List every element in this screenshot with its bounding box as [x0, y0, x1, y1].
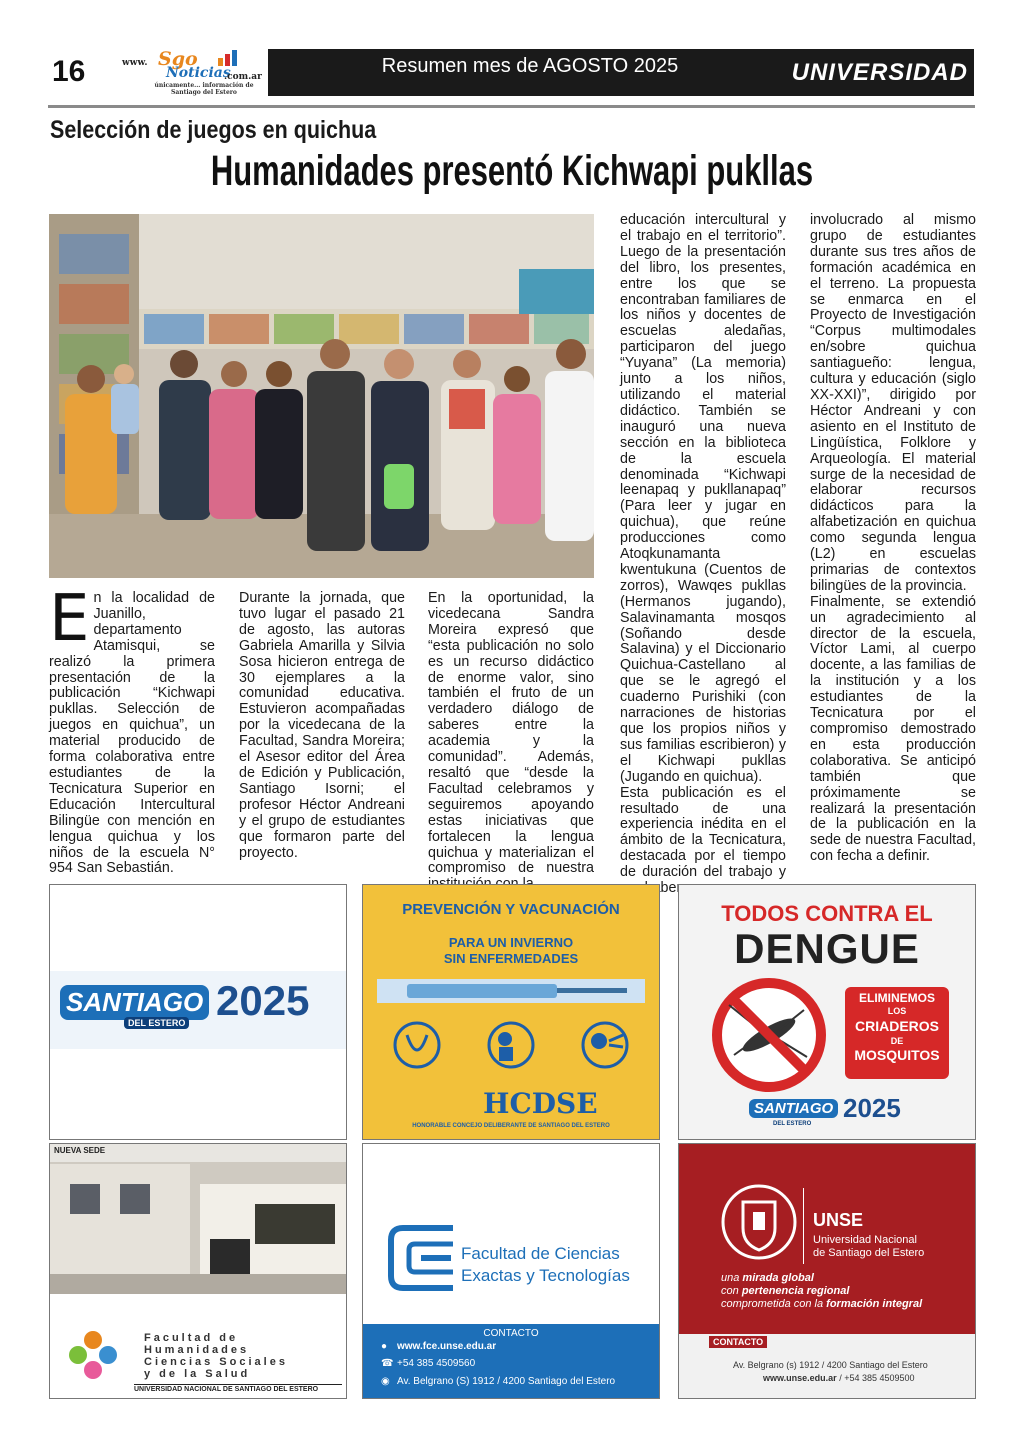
dengue-line-1: TODOS CONTRA EL: [721, 901, 933, 926]
santiago-year: 2025: [216, 977, 310, 1024]
unse-slogan-1a: una: [721, 1272, 740, 1284]
column-3-text: En la oportunidad, la vicedecana Sandra Moreira expresó que “esta publicación no solo es un recurso didáctico de enorme valor, sino también el fruto de un verdadero diálogo de saberes entre la academia y la comunidad”. Además, resaltó que “desde la Facultad celebramos y seguiremos apoyando estas iniciativas que fortalecen la lengua quichua y materializan el compromiso de nuestra: [428, 590, 594, 877]
section-title: UNIVERSIDAD: [791, 59, 968, 86]
article-kicker: Selección de juegos en quichua: [50, 116, 377, 144]
column-5-text-b: Finalmente, se extendió un agradecimiento al director de la escuela, Víctor Lami, al cuerpo docente, a las familias de la institución y a los estudiantes de la Tecnicatura por el compromiso demostrado en esta producción colaborativa. Se anticipó también que próximamente se realizará la presentación de la publicación en la sede de nuestra Facultad, con fecha a definir.: [810, 593, 976, 865]
group-photo-illustration: [49, 214, 594, 578]
unse-slogan-3b: formación integral: [826, 1298, 923, 1310]
dengue-year: 2025: [843, 1093, 901, 1123]
santiago-word: SANTIAGO: [60, 985, 209, 1020]
ad-facultad-humanidades[interactable]: [49, 1143, 347, 1399]
humanidades-line-3: Ciencias Sociales: [144, 1356, 288, 1368]
unse-slogan-2a: con: [721, 1285, 739, 1297]
syringe-and-health-icons: [377, 975, 645, 1075]
column-5-text: involucrado al mismo grupo de estudiantes durante sus tres años de formación académica en el terreno. La propuesta se enmarca en el Proyecto de Investigación “Corpus multimodales en/sobre quichua santiagueño: lengua, cultura y educación (siglo XX-XXI)”, dirigido por Héctor Andreani y con asiento en el Instituto de Lingüística, Folklore y Arqueología. El material surge de la necesidad de elaborar recursos didácticos para la alfabetización en quichua como segunda lengua (L2) en escuelas primarias de contextos bilingües de la provincia.: [810, 212, 976, 594]
unse-address: Av. Belgrano (s) 1912 / 4200 Santiago del Estero: [733, 1360, 928, 1370]
logo-brand-bottom: Noticias: [166, 65, 231, 81]
fce-line-2: Exactas y Tecnologías: [461, 1266, 630, 1285]
vacunacion-subtitle-2: SIN ENFERMEDADES: [443, 951, 579, 966]
ad-prevencion-vacunacion[interactable]: [362, 884, 660, 1140]
unse-slogan-1b: mirada global: [742, 1272, 814, 1284]
unse-contact-label: CONTACTO: [709, 1336, 767, 1348]
fce-contact-label: CONTACTO: [483, 1328, 539, 1339]
column-2-text: Durante la jornada, que tuvo lugar el pasado 21 de agosto, las autoras Gabriela Amarilla y Silvia Sosa hicieron entrega de 30 ejemplares a la comunidad educativa. Estuvieron acompañadas por la vicedecana de la Facultad, Sandra Moreira; el Asesor editor del Área de Edición y Publicación, Santiago Isorni; el profesor Héctor Andreani y el grupo de estudiantes que formaron parte del proyecto.: [239, 590, 405, 861]
unse-divider: [803, 1188, 804, 1264]
sgo-noticias-logo[interactable]: [118, 48, 266, 96]
humanidades-logo-icon: [66, 1328, 120, 1382]
fce-phone-icon: ☎: [381, 1358, 394, 1369]
article-headline: Humanidades presentó Kichwapi pukllas: [210, 147, 814, 195]
hcdse-logo: HCDSE: [483, 1087, 598, 1120]
page-number: 16: [52, 55, 86, 88]
santiago-subtitle: DEL ESTERO: [124, 1017, 189, 1029]
unse-footer: UNIVERSIDAD NACIONAL DE SANTIAGO DEL ESTERO: [134, 1384, 342, 1393]
building-illustration: [50, 1144, 346, 1294]
humanidades-line-1: Facultad de: [144, 1332, 239, 1344]
fce-logo-icon: [383, 1220, 463, 1296]
unse-name-1: Universidad Nacional: [813, 1234, 917, 1246]
dengue-badge-1: ELIMINEMOS: [858, 991, 935, 1005]
logo-domain: .com.ar: [224, 72, 262, 82]
humanidades-line-2: Humanidades: [144, 1344, 250, 1356]
ad-santiago-2025[interactable]: [49, 884, 347, 1140]
logo-brand-top: Sgo: [158, 48, 198, 70]
article-column-4: [620, 213, 786, 897]
column-1-text: n la localidad de Juanillo, departamento Atamisqui, se realizó la primera presentación de la publicación “Kichwapi pukllas. Selección de juegos en quichua”, un material producido de forma colaborativa entre estudiantes de la Tecnicatura Superior en Educación Intercultural Bilingüe con mención en lengua quichua y los niños de la escuela N° 954 San Sebastián.: [49, 590, 215, 877]
column-4-text-b: Esta publicación es el resultado de una experiencia inédita en el ámbito de la Tecnicatura, destacada por el tiempo de duración del trabajo y haber: [620, 784, 786, 897]
dengue-brand-sub: DEL ESTERO: [773, 1121, 812, 1127]
logo-tagline: únicamente... información de Santiago del Estero: [154, 82, 254, 96]
dengue-badge-2: LOS: [887, 1006, 907, 1016]
ad-fce[interactable]: [362, 1143, 660, 1399]
ad-unse[interactable]: [678, 1143, 976, 1399]
dengue-badge-5: MOSQUITOS: [854, 1047, 940, 1063]
fce-line-1: Facultad de Ciencias: [461, 1244, 620, 1263]
fce-address: Av. Belgrano (S) 1912 / 4200 Santiago del Estero: [397, 1376, 616, 1387]
fce-location-icon: ◉: [381, 1376, 390, 1387]
article-column-5: [810, 213, 976, 865]
fce-phone: +54 385 4509560: [397, 1358, 476, 1369]
unse-slogan-3a: comprometida con la: [721, 1298, 824, 1310]
article-photo: [49, 214, 594, 578]
vacunacion-subtitle-1: PARA UN INVIERNO: [448, 935, 574, 950]
article-column-2: [239, 591, 405, 861]
vacunacion-title: PREVENCIÓN Y VACUNACIÓN: [402, 901, 620, 918]
nueva-sede-tag: NUEVA SEDE: [54, 1146, 106, 1155]
ad-dengue[interactable]: [678, 884, 976, 1140]
article-column-1: [49, 582, 215, 877]
unse-shield-icon: [719, 1180, 799, 1264]
humanidades-line-4: y de la Salud: [144, 1368, 251, 1380]
unse-short: UNSE: [813, 1210, 864, 1230]
header-divider: [48, 105, 975, 108]
fce-web[interactable]: www.fce.unse.edu.ar: [397, 1341, 497, 1352]
dengue-badge-3: CRIADEROS: [854, 1018, 939, 1034]
unse-slogan-2b: pertenencia regional: [741, 1285, 850, 1297]
issue-month: Resumen mes de AGOSTO 2025: [381, 55, 679, 77]
dengue-badge-4: DE: [890, 1036, 904, 1046]
crossed-mosquito-icon: [709, 975, 829, 1095]
logo-signal-icon: [218, 50, 242, 66]
fce-web-icon: ●: [381, 1341, 388, 1352]
drop-cap: E: [49, 582, 90, 656]
dengue-line-2: DENGUE: [734, 925, 920, 972]
logo-www: www.: [122, 58, 148, 68]
unse-phone: / +54 385 4509500: [839, 1373, 915, 1383]
article-column-3: [428, 591, 594, 893]
column-4-text: educación intercultural y el trabajo en el territorio”. Luego de la presentación del libro, los presentes, entre los que se encontraban familiares de los niños y docentes de escuelas aledañas, participaron del juego “Yuyana” (La memoria) junto a los niños, utilizando el material didáctico. También se inauguró una nueva sección en la biblioteca de la escuela denominada “Kichwapi leenapaq y pukllanapaq” (Para leer y jugar en quichua), que reúne producciones como Atoqkunamanta kwentukuna (Cuentos de zorros), Wawqes pukllas (Hermanos jugando), Salavinamanta mosqos (Soñando desde Salavina) y el Diccionario Quichua-Castellano al que se le agregó el cuaderno Purishiki (con narraciones de historias que los propios niños y sus familias escribieron) y el Kichwapi pukllas (Jugando en quichua).: [620, 212, 786, 785]
unse-name-2: de Santiago del Estero: [813, 1247, 925, 1259]
unse-web[interactable]: www.unse.edu.ar: [763, 1373, 837, 1383]
dengue-brand: SANTIAGO: [749, 1099, 838, 1118]
hcdse-full-name: HONORABLE CONCEJO DELIBERANTE DE SANTIAGO DEL ESTERO: [412, 1123, 610, 1129]
